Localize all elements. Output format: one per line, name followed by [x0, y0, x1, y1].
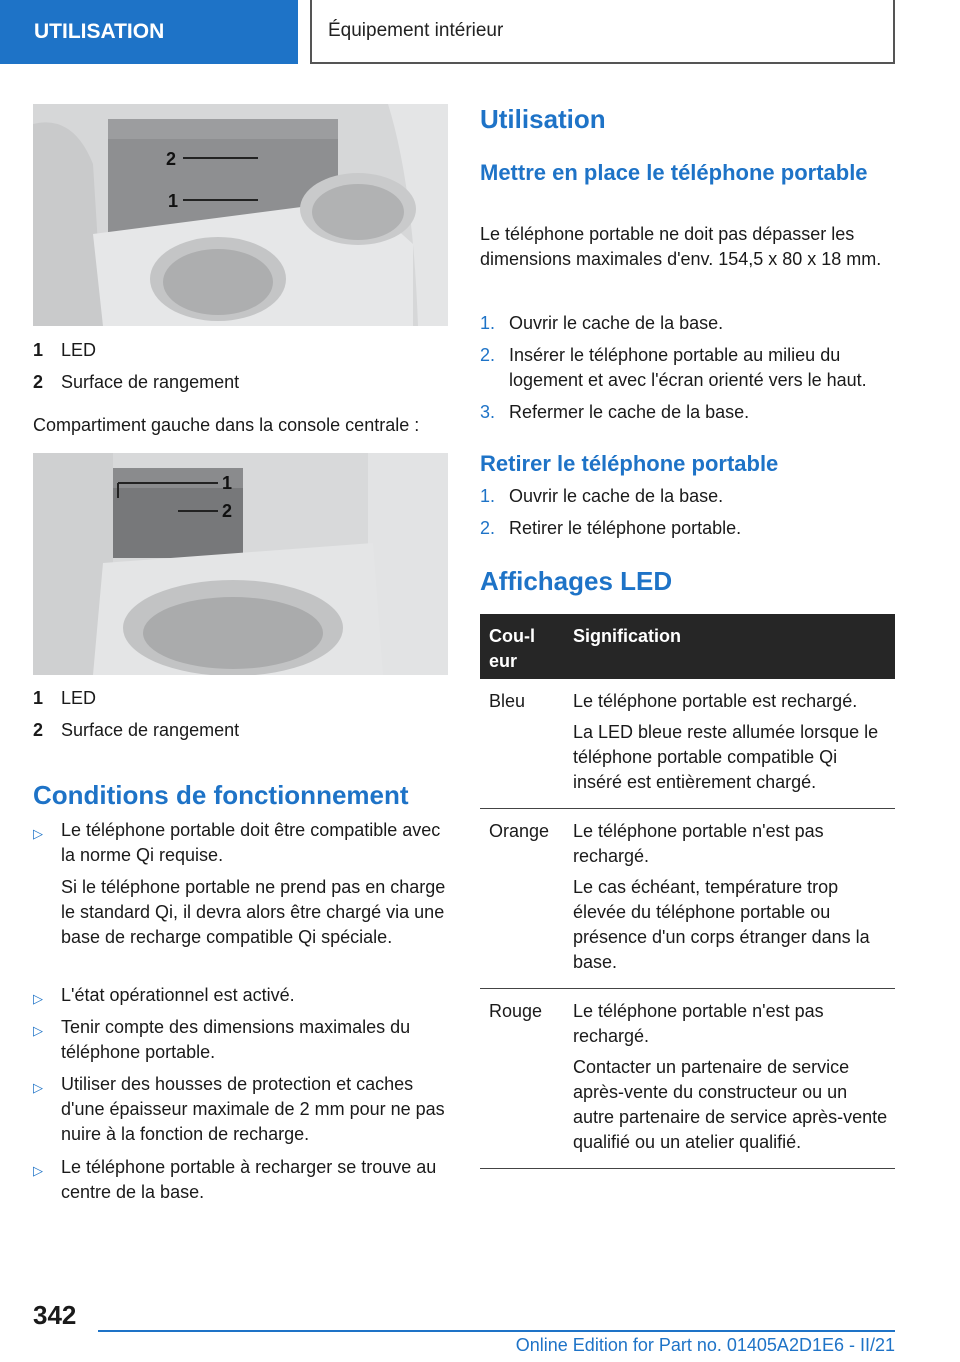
section-title: UTILISATION	[34, 20, 165, 43]
footer-edition: Online Edition for Part no. 01405A2D1E6 - II/21	[515, 1335, 895, 1355]
callout-2: 2	[166, 149, 177, 169]
callout-1: 1	[168, 191, 179, 211]
triangle-bullet-icon: ▷	[33, 1163, 43, 1178]
utilisation-heading: Utilisation	[480, 104, 606, 134]
callout-2: 2	[222, 501, 233, 521]
insert-intro: Le téléphone portable ne doit pas dépasser les dimensions maximales d'env. 154,5 x 80 x 18 mm.	[480, 224, 882, 269]
chapter-title: Équipement intérieur	[328, 20, 504, 41]
led-table	[480, 614, 895, 1169]
console-storage-photo	[33, 104, 448, 326]
triangle-bullet-icon: ▷	[33, 826, 43, 841]
legend-item: 1 LED	[33, 688, 97, 708]
list-item: ▷ Le téléphone portable doit être compatible avec la norme Qi requise. Si le téléphone portable ne prend pas en charge le standard Qi, il devra alors être chargé via une base de recharge compatible Qi spéciale.	[33, 818, 448, 957]
legend-item: 2 Surface de rangement	[33, 720, 240, 740]
compartment-caption: Compartiment gauche dans la console centrale :	[33, 415, 420, 435]
callout-1: 1	[222, 473, 233, 493]
column-header-color: Cou-leur	[489, 626, 535, 671]
triangle-bullet-icon: ▷	[33, 1023, 43, 1038]
footer-divider	[98, 1330, 895, 1332]
column-header-meaning: Signification	[573, 626, 681, 646]
table-row: Orange Le téléphone portable n'est pas rechargé. Le cas échéant, température trop élevée du téléphone portable ou présence d'un corps étranger dans la base.	[480, 809, 895, 989]
step-item: 1. Ouvrir le cache de la base.	[480, 313, 724, 333]
step-item: 3. Refermer le cache de la base.	[480, 402, 750, 422]
table-header	[480, 614, 895, 679]
list-item: ▷ Le téléphone portable à recharger se trouve au centre de la base.	[33, 1155, 448, 1212]
list-item: ▷ L'état opérationnel est activé.	[33, 983, 448, 1015]
list-item: ▷ Tenir compte des dimensions maximales du téléphone portable.	[33, 1015, 448, 1072]
led-heading: Affichages LED	[480, 566, 673, 596]
step-item: 1. Ouvrir le cache de la base.	[480, 486, 724, 506]
page-number: 342	[33, 1300, 77, 1330]
list-item: ▷ Utiliser des housses de protection et caches d'une épaisseur maximale de 2 mm pour ne pas nuire à la fonction de recharge.	[33, 1072, 448, 1154]
legend-item: 1 LED	[33, 340, 97, 360]
conditions-heading: Conditions de fonctionnement	[33, 780, 409, 810]
step-item: 2. Retirer le téléphone portable.	[480, 518, 742, 538]
triangle-bullet-icon: ▷	[33, 1080, 43, 1095]
insert-phone-heading: Mettre en place le téléphone portable	[480, 160, 868, 185]
step-item: 2. Insérer le téléphone portable au milieu du logement et avec l'écran orienté vers le haut.	[480, 345, 867, 390]
console-left-compartment-photo	[33, 453, 448, 675]
section-tab	[0, 0, 298, 64]
table-row: Rouge Le téléphone portable n'est pas rechargé. Contacter un partenaire de service après-vente du constructeur ou un autre partenaire de service après-vente qualifié ou un atelier qualifié.	[480, 989, 895, 1169]
chapter-tab	[310, 0, 895, 64]
legend-item: 2 Surface de rangement	[33, 372, 240, 392]
remove-phone-heading: Retirer le téléphone portable	[480, 451, 779, 476]
table-row: Bleu Le téléphone portable est rechargé. La LED bleue reste allumée lorsque le téléphone portable compatible Qi inséré est entièrement chargé.	[480, 679, 895, 809]
triangle-bullet-icon: ▷	[33, 991, 43, 1006]
